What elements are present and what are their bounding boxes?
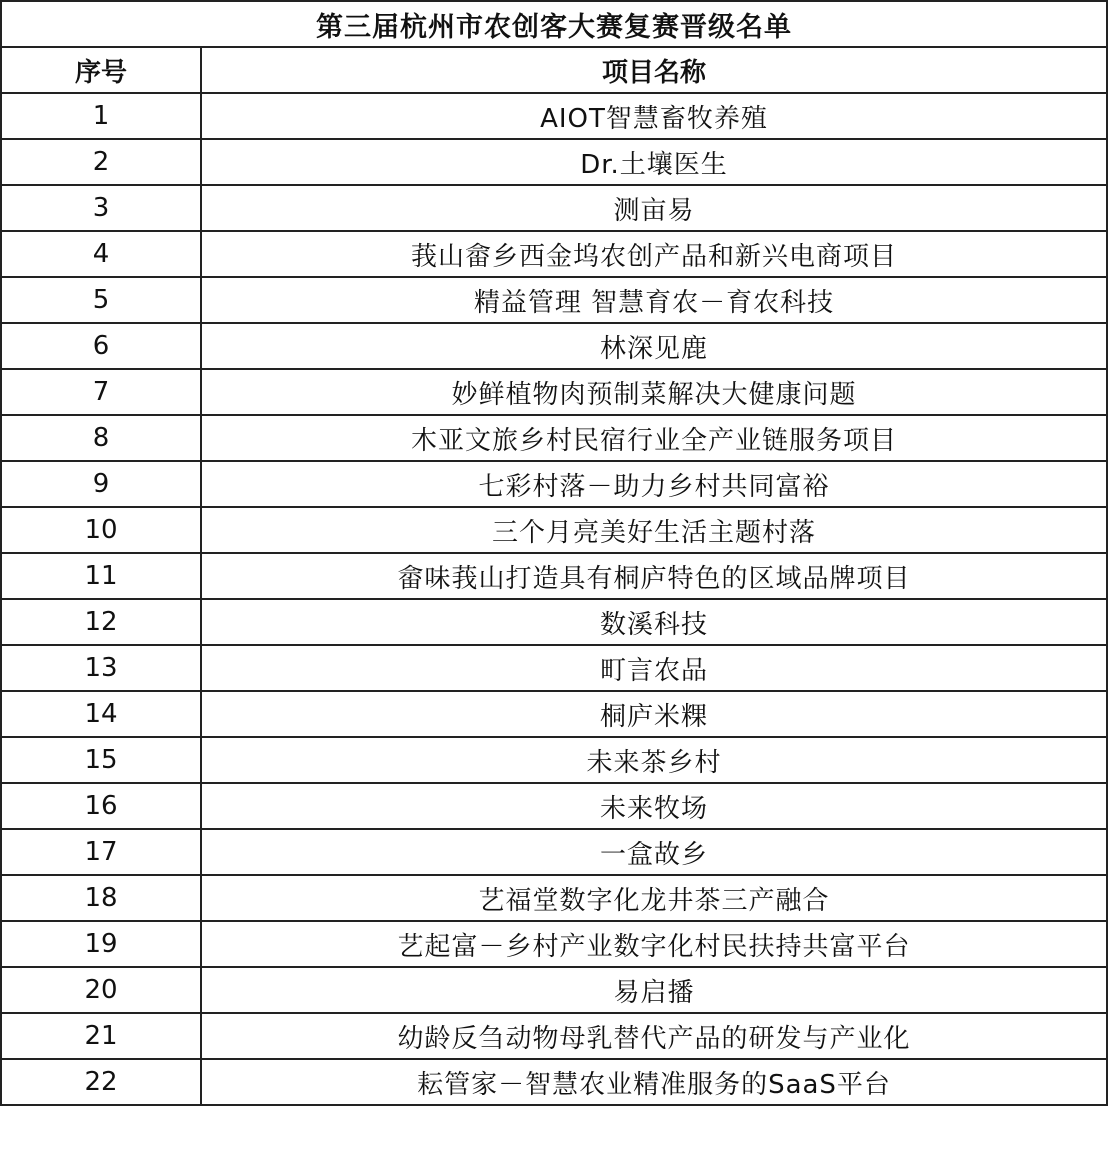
row-number: 9 (1, 461, 201, 507)
project-name: 幼龄反刍动物母乳替代产品的研发与产业化 (201, 1013, 1107, 1059)
project-name: 木亚文旅乡村民宿行业全产业链服务项目 (201, 415, 1107, 461)
project-name: 耘管家－智慧农业精准服务的SaaS平台 (201, 1059, 1107, 1105)
project-name: 未来牧场 (201, 783, 1107, 829)
project-name: 莪山畲乡西金坞农创产品和新兴电商项目 (201, 231, 1107, 277)
project-name: 妙鲜植物肉预制菜解决大健康问题 (201, 369, 1107, 415)
row-number: 18 (1, 875, 201, 921)
table-row (1, 1059, 1107, 1105)
table-row (1, 599, 1107, 645)
table-row (1, 461, 1107, 507)
project-name: 畲味莪山打造具有桐庐特色的区域品牌项目 (201, 553, 1107, 599)
row-number: 16 (1, 783, 201, 829)
row-number: 11 (1, 553, 201, 599)
project-name: 林深见鹿 (201, 323, 1107, 369)
project-name: AIOT智慧畜牧养殖 (201, 93, 1107, 139)
project-name: 测亩易 (201, 185, 1107, 231)
row-number: 12 (1, 599, 201, 645)
row-number: 15 (1, 737, 201, 783)
row-number: 19 (1, 921, 201, 967)
table-row (1, 1013, 1107, 1059)
table-row (1, 829, 1107, 875)
project-name: 数溪科技 (201, 599, 1107, 645)
row-number: 8 (1, 415, 201, 461)
project-name: 精益管理 智慧育农－育农科技 (201, 277, 1107, 323)
table-row (1, 231, 1107, 277)
table-row (1, 277, 1107, 323)
row-number: 2 (1, 139, 201, 185)
row-number: 3 (1, 185, 201, 231)
table-row (1, 921, 1107, 967)
table-row (1, 691, 1107, 737)
project-name: 桐庐米粿 (201, 691, 1107, 737)
project-name: 艺起富－乡村产业数字化村民扶持共富平台 (201, 921, 1107, 967)
row-number: 10 (1, 507, 201, 553)
header-row (1, 47, 1107, 93)
row-number: 21 (1, 1013, 201, 1059)
row-number: 13 (1, 645, 201, 691)
table-row (1, 185, 1107, 231)
table-row (1, 323, 1107, 369)
project-name: 三个月亮美好生活主题村落 (201, 507, 1107, 553)
row-number: 1 (1, 93, 201, 139)
project-name: 七彩村落－助力乡村共同富裕 (201, 461, 1107, 507)
row-number: 14 (1, 691, 201, 737)
table-row (1, 645, 1107, 691)
project-name: 易启播 (201, 967, 1107, 1013)
project-name: 艺福堂数字化龙井茶三产融合 (201, 875, 1107, 921)
project-name: 町言农品 (201, 645, 1107, 691)
table-row (1, 737, 1107, 783)
row-number: 20 (1, 967, 201, 1013)
table-row (1, 93, 1107, 139)
column-header-name: 项目名称 (201, 47, 1107, 93)
table-row (1, 553, 1107, 599)
row-number: 6 (1, 323, 201, 369)
table-row (1, 369, 1107, 415)
row-number: 22 (1, 1059, 201, 1105)
title-row (1, 1, 1107, 47)
table-row (1, 139, 1107, 185)
project-name: Dr.土壤医生 (201, 139, 1107, 185)
table-row (1, 507, 1107, 553)
row-number: 5 (1, 277, 201, 323)
table-row (1, 415, 1107, 461)
row-number: 7 (1, 369, 201, 415)
table-row (1, 783, 1107, 829)
row-number: 17 (1, 829, 201, 875)
table-row (1, 967, 1107, 1013)
project-name: 一盒故乡 (201, 829, 1107, 875)
column-header-number: 序号 (1, 47, 201, 93)
document-title: 第三届杭州市农创客大赛复赛晋级名单 (1, 1, 1107, 47)
table-row (1, 875, 1107, 921)
row-number: 4 (1, 231, 201, 277)
project-name: 未来茶乡村 (201, 737, 1107, 783)
